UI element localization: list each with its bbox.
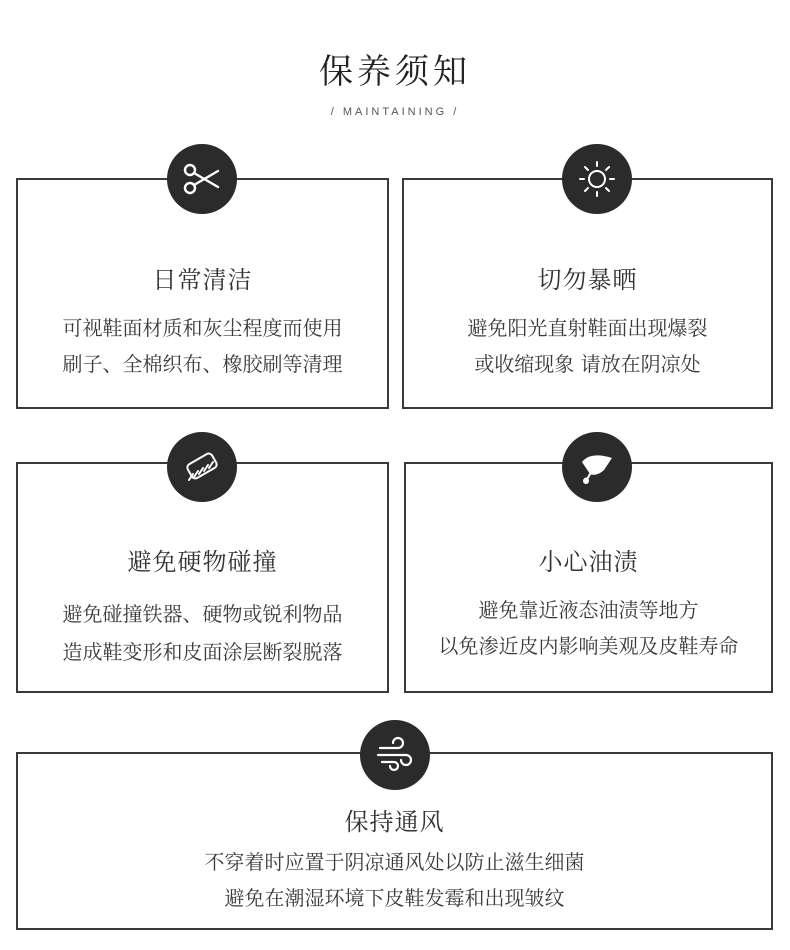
card-text-line: 造成鞋变形和皮面涂层断裂脱落: [62, 640, 343, 664]
card-text-line: 避免阳光直射鞋面出现爆裂: [467, 316, 708, 340]
sun-icon: [562, 144, 632, 214]
card-text-line: 以免渗近皮内影响美观及皮鞋寿命: [438, 634, 739, 658]
card-text-line: 可视鞋面材质和灰尘程度而使用: [62, 316, 343, 340]
card-title: 避免硬物碰撞: [127, 548, 278, 576]
card-text-line: 刷子、全棉织布、橡胶刷等清理: [62, 352, 343, 376]
card-text-line: 避免在潮湿环境下皮鞋发霉和出现皱纹: [224, 886, 565, 910]
card-text-line: 或收缩现象 请放在阴凉处: [474, 352, 701, 376]
card-title: 切勿暴晒: [537, 266, 638, 294]
page-subtitle: / MAINTAINING /: [330, 106, 460, 118]
card-text-line: 避免碰撞铁器、硬物或锐利物品: [62, 602, 343, 626]
card-text-line: 避免靠近液态油渍等地方: [478, 598, 699, 622]
card-title: 保持通风: [344, 808, 445, 836]
card-text-line: 不穿着时应置于阴凉通风处以防止滋生细菌: [204, 850, 585, 874]
brush-icon: [167, 432, 237, 502]
card-title: 小心油渍: [538, 548, 639, 576]
wind-icon: [360, 720, 430, 790]
oil-drop-icon: [562, 432, 632, 502]
scissors-icon: [167, 144, 237, 214]
page-title: 保养须知: [319, 52, 471, 92]
card-title: 日常清洁: [152, 266, 253, 294]
